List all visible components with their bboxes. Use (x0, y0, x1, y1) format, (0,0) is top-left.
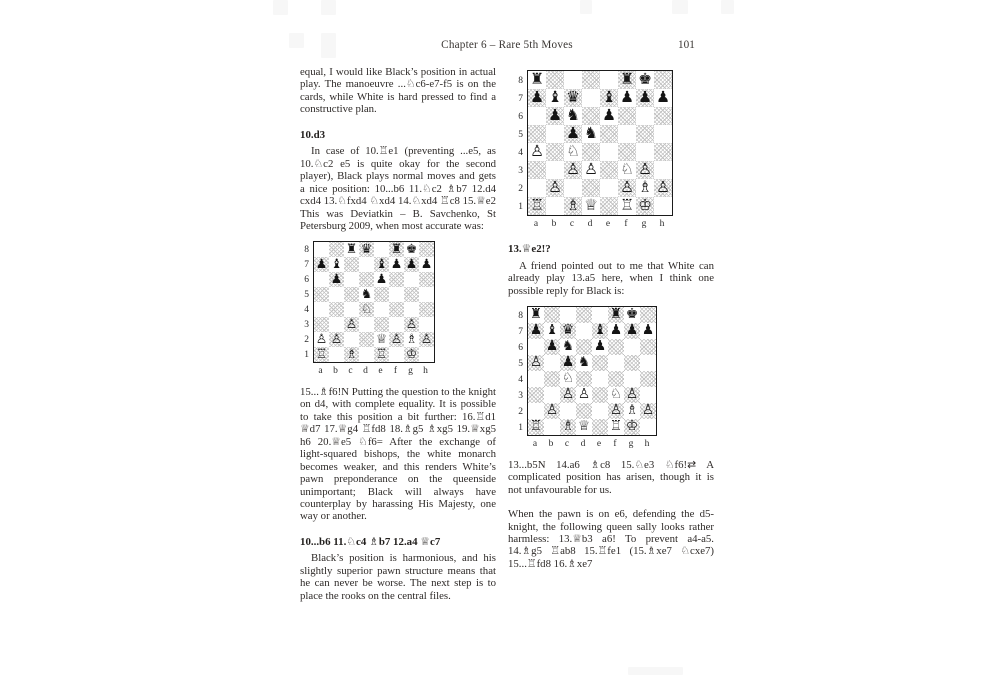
board-square (600, 71, 618, 89)
file-label: f (393, 366, 398, 377)
board-square (582, 89, 600, 107)
rank-label: 6 (518, 112, 523, 122)
chess-piece: ♙ (641, 403, 655, 419)
board-square (419, 317, 434, 332)
board-square (592, 307, 608, 323)
chess-piece: ♟ (528, 89, 546, 107)
chess-piece: ♝ (593, 323, 607, 339)
board-square (546, 161, 564, 179)
board-square (359, 332, 374, 347)
chess-piece: ♗ (561, 419, 575, 435)
board-square (314, 272, 329, 287)
rank-label: 3 (304, 320, 309, 331)
board-square (640, 339, 656, 355)
rank-label: 7 (518, 94, 523, 104)
scan-smudge (580, 0, 592, 14)
board-square (314, 302, 329, 317)
chess-piece: ♚ (638, 71, 652, 89)
chess-piece: ♙ (545, 403, 559, 419)
chess-piece: ♘ (360, 302, 373, 317)
chess-piece: ♙ (609, 403, 623, 419)
chess-piece: ♟ (405, 257, 418, 272)
board-square (654, 107, 672, 125)
board-square (528, 125, 546, 143)
file-label: e (605, 219, 611, 229)
board-square (359, 257, 374, 272)
chess-piece: ♟ (330, 272, 343, 287)
chess-piece: ♙ (625, 387, 639, 403)
rank-label: 7 (304, 260, 309, 271)
board-square (582, 179, 600, 197)
rank-label: 4 (304, 305, 309, 316)
chess-piece: ♟ (609, 323, 623, 339)
chess-piece: ♟ (561, 355, 575, 371)
chess-piece: ♗ (625, 403, 639, 419)
chess-piece: ♙ (546, 179, 564, 197)
board-square (582, 107, 600, 125)
chess-piece: ♗ (345, 347, 358, 362)
board-square (592, 355, 608, 371)
board-square (636, 125, 654, 143)
chess-piece: ♖ (620, 197, 634, 215)
chess-piece: ♞ (561, 339, 575, 355)
board-square (546, 125, 564, 143)
file-label: e (378, 366, 383, 377)
rank-label: 1 (304, 350, 309, 361)
board-square (592, 403, 608, 419)
board-square (600, 161, 618, 179)
chess-piece: ♟ (625, 323, 639, 339)
board-square (608, 355, 624, 371)
file-label: b (548, 439, 554, 450)
chess-piece: ♕ (577, 419, 591, 435)
board-square (624, 355, 640, 371)
chess-board (527, 70, 673, 216)
board-square (560, 403, 576, 419)
chess-piece: ♙ (315, 332, 328, 347)
chess-piece: ♚ (625, 307, 639, 323)
chess-piece: ♞ (584, 125, 598, 143)
file-label: b (333, 366, 338, 377)
board-square (654, 125, 672, 143)
board-square (640, 419, 656, 435)
board-square (344, 302, 359, 317)
chess-piece: ♜ (609, 307, 623, 323)
paragraph-13b5-line: 13...b5N 14.a6 ♗c8 15.♘e3 ♘f6!⇄ A complicated position has arisen, though it is not unfavourable for us. (508, 458, 714, 496)
board-square (389, 347, 404, 362)
board-square (528, 387, 544, 403)
chess-piece: ♖ (529, 419, 543, 435)
board-square (544, 387, 560, 403)
board-square (544, 355, 560, 371)
file-label: g (628, 439, 634, 450)
rank-label: 3 (518, 391, 523, 402)
chess-piece: ♖ (375, 347, 388, 362)
board-square (359, 317, 374, 332)
rank-label: 5 (518, 130, 523, 140)
right-column (508, 66, 714, 570)
file-label: a (533, 219, 539, 229)
rank-label: 6 (518, 343, 523, 354)
board-square (576, 339, 592, 355)
chess-piece: ♟ (620, 89, 634, 107)
board-square (640, 387, 656, 403)
board-square (608, 339, 624, 355)
board-square (374, 317, 389, 332)
board-square (389, 287, 404, 302)
paragraph-e6-pawn: When the pawn is on e6, defending the d5-knight, the following queen sally looks rather harmless: 13.♕b3 a6! To prevent a4-a5. 14.♗g5 ♖ab8 15.♖fe1 (15.♗xe7 ♘cxe7) 15...♖fd8 16.♗xe7 (508, 508, 714, 570)
board-square (344, 332, 359, 347)
file-label: c (569, 219, 575, 229)
board-square (582, 71, 600, 89)
chess-piece: ♚ (405, 242, 418, 257)
board-square (640, 307, 656, 323)
board-square (419, 242, 434, 257)
chess-piece: ♞ (577, 355, 591, 371)
chess-board (527, 306, 657, 436)
paragraph-15Bf6-analysis: 15...♗f6!N Putting the question to the knight on d4, with complete equality. It is possible to take this position a bit further: 16.♖d1 ♕d7 17.♕g4 ♖fd8 18.♗g5 ♗xg5 19.♕xg5 h6 20.♕e5 ♘f6= After the exchange of light-squared bishops, the white monarch becomes weaker, and this renders White’s pawn preponderance on the queenside unimportant; Black will always have counterplay by harassing His Majesty, one way or another. (300, 385, 496, 523)
file-label: f (613, 439, 617, 450)
board-square (544, 419, 560, 435)
rank-label: 2 (304, 335, 309, 346)
rank-label: 8 (304, 245, 309, 256)
board-square (576, 307, 592, 323)
board-square (329, 347, 344, 362)
board-square (419, 302, 434, 317)
chess-piece: ♟ (602, 107, 616, 125)
rank-label: 5 (518, 359, 523, 370)
board-square (344, 257, 359, 272)
file-label: b (551, 219, 557, 229)
board-square (600, 197, 618, 215)
running-header (300, 39, 714, 51)
file-label: h (423, 366, 428, 377)
chess-diagram-bottom-right (514, 306, 714, 450)
board-square (576, 323, 592, 339)
board-square (528, 107, 546, 125)
chess-piece: ♔ (636, 197, 654, 215)
move-heading-13Qe2: 13.♕e2!? (508, 243, 551, 256)
chess-piece: ♟ (564, 125, 582, 143)
board-square (592, 419, 608, 435)
board-square (624, 339, 640, 355)
rank-label: 5 (304, 290, 309, 301)
chess-piece: ♙ (618, 179, 636, 197)
board-square (636, 107, 654, 125)
board-square (560, 307, 576, 323)
board-square (359, 272, 374, 287)
chess-piece: ♟ (641, 323, 655, 339)
board-square (329, 302, 344, 317)
file-label: h (659, 219, 665, 229)
board-square (544, 307, 560, 323)
chess-piece: ♙ (561, 387, 575, 403)
board-square (419, 272, 434, 287)
board-square (600, 179, 618, 197)
scan-smudge (321, 0, 336, 15)
chess-piece: ♕ (584, 197, 598, 215)
paragraph-friend: A friend pointed out to me that White can already play 13.a5 here, when I think one possible reply for Black is: (508, 259, 714, 297)
board-square (546, 143, 564, 161)
chess-piece: ♘ (561, 371, 575, 387)
scan-smudge (273, 0, 288, 15)
chess-piece: ♗ (564, 197, 582, 215)
board-square (374, 287, 389, 302)
chess-piece: ♛ (561, 323, 575, 339)
board-square (582, 143, 600, 161)
board-square (544, 371, 560, 387)
board-square (314, 287, 329, 302)
chess-piece: ♝ (600, 89, 618, 107)
move-heading-mainline: 10...b6 11.♘c4 ♗b7 12.a4 ♕c7 (300, 535, 441, 548)
chess-piece: ♟ (420, 257, 433, 272)
chess-diagram-left (300, 241, 496, 377)
chess-piece: ♙ (577, 387, 591, 403)
board-square (546, 197, 564, 215)
rank-label: 1 (518, 202, 523, 212)
board-square (389, 317, 404, 332)
board-square (592, 371, 608, 387)
file-label: d (363, 366, 368, 377)
chess-piece: ♙ (564, 161, 582, 179)
chess-piece: ♙ (654, 179, 672, 197)
chess-piece: ♟ (375, 272, 388, 287)
chess-piece: ♛ (564, 89, 582, 107)
file-label: d (587, 219, 593, 229)
chess-piece: ♙ (390, 332, 403, 347)
rank-label: 8 (518, 311, 523, 322)
left-column (300, 66, 496, 602)
chess-piece: ♝ (545, 323, 559, 339)
file-label: d (580, 439, 586, 450)
board-square (528, 403, 544, 419)
rank-label: 4 (518, 148, 523, 158)
chess-piece: ♔ (405, 347, 418, 362)
board-square (329, 317, 344, 332)
chess-piece: ♜ (345, 242, 358, 257)
chess-piece: ♘ (609, 387, 623, 403)
file-label: g (408, 366, 413, 377)
board-square (359, 347, 374, 362)
chess-piece: ♘ (620, 161, 634, 179)
board-square (618, 107, 636, 125)
chess-piece: ♛ (360, 242, 373, 257)
page-number: 101 (678, 39, 695, 51)
board-square (528, 161, 546, 179)
board-square (640, 371, 656, 387)
board-square (419, 347, 434, 362)
move-heading-10d3: 10.d3 (300, 128, 326, 141)
board-square (576, 371, 592, 387)
chess-piece: ♜ (530, 71, 544, 89)
rank-label: 4 (518, 375, 523, 386)
paragraph-intro: equal, I would like Black’s position in actual play. The manoeuvre ...♘c6-e7-f5 is on the cards, while White is hard pressed to find a constructive plan. (300, 66, 496, 116)
board-square (528, 179, 546, 197)
board-square (564, 179, 582, 197)
file-label: a (318, 366, 323, 377)
board-square (404, 272, 419, 287)
chess-piece: ♕ (375, 332, 388, 347)
board-square (314, 242, 329, 257)
board-square (404, 287, 419, 302)
board-square (654, 197, 672, 215)
board-square (329, 287, 344, 302)
chess-piece: ♙ (529, 355, 543, 371)
board-square (389, 302, 404, 317)
chess-piece: ♟ (390, 257, 403, 272)
file-label: c (348, 366, 353, 377)
board-square (374, 302, 389, 317)
chess-piece: ♟ (529, 323, 543, 339)
chess-piece: ♙ (530, 143, 544, 161)
file-label: c (564, 439, 570, 450)
board-square (654, 143, 672, 161)
board-square (608, 371, 624, 387)
chess-piece: ♙ (345, 317, 358, 332)
board-square (636, 143, 654, 161)
file-label: a (532, 439, 538, 450)
board-square (618, 125, 636, 143)
board-square (314, 317, 329, 332)
board-square (654, 71, 672, 89)
chess-piece: ♖ (609, 419, 623, 435)
chess-piece: ♙ (420, 332, 433, 347)
board-square (600, 143, 618, 161)
board-square (600, 125, 618, 143)
paragraph-harmonious: Black’s position is harmonious, and his slightly superior pawn structure means that he can never be worse. The next step is to place the rooks on the central files. (300, 552, 496, 602)
rank-label: 2 (518, 407, 523, 418)
chess-piece: ♔ (625, 419, 639, 435)
chess-diagram-top-right (514, 70, 714, 230)
chess-piece: ♜ (529, 307, 543, 323)
file-label: f (624, 219, 628, 229)
chess-piece: ♜ (618, 71, 636, 89)
chess-piece: ♖ (315, 347, 328, 362)
chess-piece: ♗ (405, 332, 418, 347)
rank-label: 1 (518, 423, 523, 434)
board-square (404, 302, 419, 317)
board-square (344, 272, 359, 287)
chess-piece: ♟ (546, 107, 564, 125)
chess-piece: ♟ (636, 89, 654, 107)
paragraph-10d3-analysis: In case of 10.♖e1 (preventing ...e5, as 10.♘c2 e5 is quite okay for the second player), Black plays normal moves and gets a nice position: 10...b6 11.♘c2 ♗b7 12.d4 cxd4 13.♘fxd4 ♘xd4 14.♘xd4 ♖c8 15.♕e2 This was Deviatkin – B. Savchenko, St Petersburg 2009, when most accurate was: (300, 145, 496, 233)
file-label: e (596, 439, 602, 450)
rank-label: 6 (304, 275, 309, 286)
chess-piece: ♙ (405, 317, 418, 332)
board-square (419, 287, 434, 302)
chess-piece: ♝ (330, 257, 343, 272)
chess-piece: ♟ (545, 339, 559, 355)
chess-piece: ♙ (330, 332, 343, 347)
board-square (576, 403, 592, 419)
board-square (592, 387, 608, 403)
chess-piece: ♖ (528, 197, 546, 215)
rank-label: 2 (518, 184, 523, 194)
board-square (640, 355, 656, 371)
board-square (624, 371, 640, 387)
chess-piece: ♜ (390, 242, 403, 257)
rank-label: 8 (518, 76, 523, 86)
chess-board (313, 241, 435, 363)
board-square (564, 71, 582, 89)
chess-piece: ♙ (636, 161, 654, 179)
chess-piece: ♗ (638, 179, 652, 197)
board-square (528, 371, 544, 387)
board-square (528, 339, 544, 355)
chess-piece: ♝ (548, 89, 562, 107)
board-square (344, 287, 359, 302)
file-label: g (641, 219, 647, 229)
chess-piece: ♟ (315, 257, 328, 272)
chess-piece: ♘ (566, 143, 580, 161)
chess-piece: ♝ (375, 257, 388, 272)
board-square (546, 71, 564, 89)
chess-piece: ♙ (584, 161, 598, 179)
board-square (618, 143, 636, 161)
board-square (329, 242, 344, 257)
chess-piece: ♟ (656, 89, 670, 107)
chess-piece: ♞ (360, 287, 373, 302)
chapter-title: Chapter 6 – Rare 5th Moves (441, 39, 573, 51)
scan-smudge (628, 667, 683, 675)
rank-label: 7 (518, 327, 523, 338)
board-square (654, 161, 672, 179)
chess-piece: ♞ (566, 107, 580, 125)
board-square (374, 242, 389, 257)
chess-piece: ♟ (593, 339, 607, 355)
file-label: h (644, 439, 650, 450)
rank-label: 3 (518, 166, 523, 176)
scan-smudge (721, 0, 734, 14)
scan-smudge (672, 0, 688, 14)
board-square (389, 272, 404, 287)
